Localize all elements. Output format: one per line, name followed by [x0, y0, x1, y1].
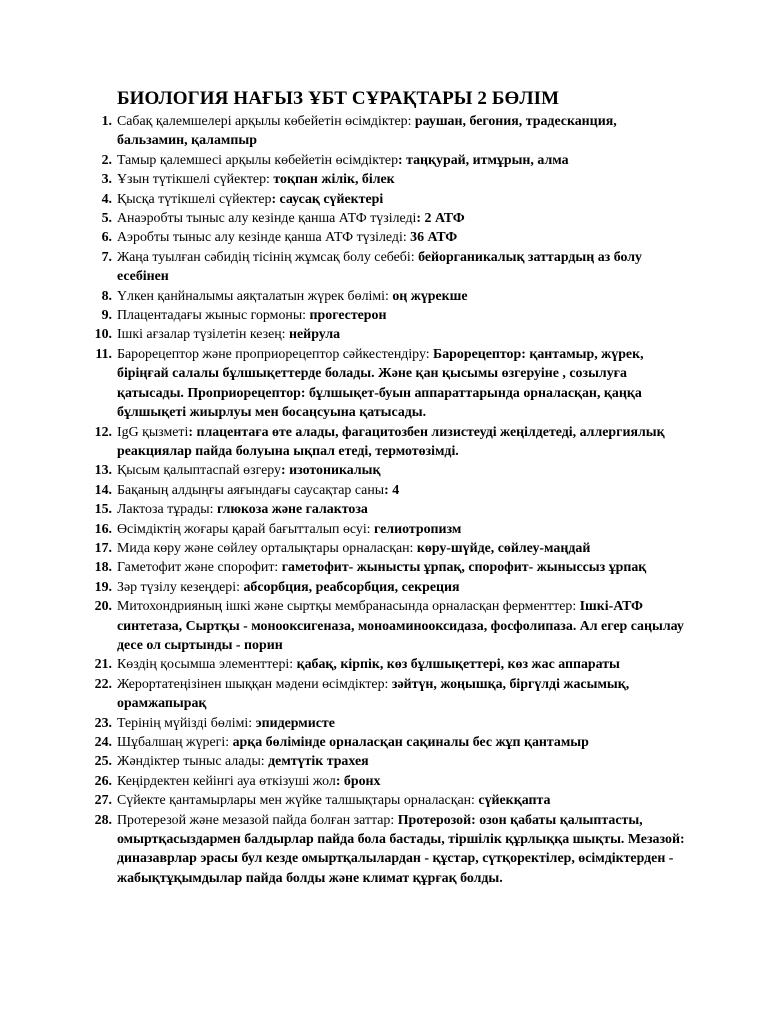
item-question: Аэробты тыныс алу кезінде қанша АТФ түзіледі:	[117, 230, 411, 246]
item-answer: гаметофит- жынысты ұрпақ, спорофит- жыныссыз ұрпақ	[281, 560, 647, 576]
list-item	[90, 190, 690, 209]
list-item	[90, 170, 690, 189]
list-item	[90, 811, 690, 889]
list-item	[90, 325, 690, 344]
item-question: Зәр түзілу кезеңдері:	[117, 579, 244, 595]
list-item	[90, 345, 690, 423]
list-item	[90, 558, 690, 577]
item-question: Тамыр қалемшесі арқылы көбейетін өсімдіктер	[117, 152, 399, 168]
item-number: 7.	[101, 249, 112, 265]
item-answer: Протерозой: озон қабаты қалыптасты, омыртқасыздармен балдырлар пайда бола бастады, тіршілік құрлыққа шықты. Мезазой: диназаврлар эрасы бул кезде омыртқалылардан - құстар, сүтқоректілер, өсімдіктерден - жабықтұқымдылар пайда болды және климат құрғақ болды.	[117, 812, 685, 886]
question-list	[90, 112, 690, 888]
item-answer: нейрула	[289, 327, 341, 343]
item-answer: көру-шүйде, сөйлеу-маңдай	[416, 540, 591, 556]
item-answer: эпидермисте	[255, 715, 335, 731]
item-number: 15.	[94, 502, 112, 518]
list-item	[90, 539, 690, 558]
list-item	[90, 500, 690, 519]
item-question: Ішкі ағзалар түзілетін кезең:	[117, 327, 290, 343]
item-number: 20.	[94, 599, 112, 615]
list-item	[90, 578, 690, 597]
item-question: Барорецептор және проприорецептор сәйкестендіру:	[117, 346, 434, 362]
item-number: 9.	[101, 308, 112, 324]
list-item	[90, 461, 690, 480]
item-number: 5.	[101, 211, 112, 227]
item-answer: Барорецептор: қантамыр, жүрек, біріңғай салалы бұлшықеттерде болады. Және қан қысымы өзгеруіне , созылуға қатысады. Проприорецептор: бұлшықет-буын аппараттарында орналасқан, қаңқа бұлшықеті жиырлуы мен босаңсуына қатысады.	[117, 346, 644, 421]
item-answer: арқа бөлімінде орналасқан сақиналы бес жұп қантамыр	[232, 735, 589, 750]
item-answer: : таңқурай, итмұрын, алма	[398, 152, 569, 168]
item-number: 19.	[94, 579, 112, 595]
item-question: Қысқа түтікшелі сүйектер	[117, 191, 272, 207]
item-question: Ұзын түтікшелі сүйектер:	[117, 172, 274, 188]
item-question: Гаметофит және спорофит:	[117, 560, 282, 576]
document-title: БИОЛОГИЯ НАҒЫЗ ҰБТ СҰРАҚТАРЫ 2 БӨЛІМ	[117, 88, 560, 109]
item-answer: 36 АТФ	[410, 230, 458, 246]
item-number: 27.	[94, 793, 112, 809]
item-answer: сүйекқапта	[478, 793, 551, 809]
item-question: Мида көру және сөйлеу орталықтары орналасқан:	[117, 540, 417, 556]
item-number: 26.	[94, 773, 112, 789]
item-question: Анаэробты тыныс алу кезінде қанша АТФ түзіледі	[117, 211, 417, 227]
item-answer: қабақ, кірпік, көз бұлшықеттері, көз жас аппараты	[296, 657, 620, 673]
item-answer: : 2 АТФ	[416, 211, 465, 227]
item-number: 28.	[94, 812, 112, 828]
list-item	[90, 209, 690, 228]
list-item	[90, 306, 690, 325]
item-number: 14.	[94, 482, 112, 498]
item-question: Өсімдіктің жоғары қарай бағытталып өсуі:	[117, 521, 375, 537]
item-answer: Ішкі-АТФ синтетаза, Сыртқы - монооксигеназа, моноаминооксидаза, фосфолипаза. Ал егер саңылау десе ол сыртынды - порин	[117, 599, 684, 653]
item-number: 23.	[94, 715, 112, 731]
list-item	[90, 772, 690, 791]
item-answer: : изотоникалық	[281, 463, 381, 479]
item-number: 3.	[101, 172, 112, 188]
list-item	[90, 597, 690, 655]
item-number: 2.	[101, 152, 112, 168]
item-answer: гелиотропизм	[374, 521, 462, 537]
list-item	[90, 791, 690, 810]
item-number: 4.	[101, 191, 112, 207]
list-item	[90, 714, 690, 733]
item-answer: тоқпан жілік, білек	[273, 172, 395, 188]
list-item	[90, 228, 690, 247]
item-answer: демтүтік трахея	[268, 754, 369, 770]
item-answer: оң жүрекше	[392, 288, 468, 304]
list-item	[90, 733, 690, 752]
list-item	[90, 287, 690, 306]
item-number: 13.	[94, 463, 112, 479]
item-answer: : бронх	[335, 773, 381, 789]
item-question: Жәндіктер тыныс алады:	[117, 754, 269, 770]
item-number: 8.	[101, 288, 112, 304]
item-answer: зәйтүн, жоңышқа, біргүлді жасымық, орамжапырақ	[117, 676, 630, 712]
item-answer: бейорганикалық заттардың аз болу есебінен	[117, 249, 642, 285]
item-question: Қысым қалыптаспай өзгеру	[117, 463, 281, 479]
item-number: 25.	[94, 754, 112, 770]
list-item	[90, 481, 690, 500]
item-answer: раушан, бегония, традесканция, бальзамин, қалампыр	[117, 114, 617, 149]
item-number: 16.	[94, 521, 112, 537]
item-number: 21.	[94, 657, 112, 673]
item-answer: абсорбция, реабсорбция, секреция	[243, 579, 460, 595]
item-question: Жаңа туылған сәбидің тісінің жұмсақ болу себебі:	[117, 249, 419, 265]
item-answer: прогестерон	[309, 308, 387, 324]
item-question: IgG қызметі	[117, 424, 189, 440]
item-number: 24.	[94, 735, 112, 750]
item-number: 22.	[94, 676, 112, 692]
item-question: Терінің мүйізді бөлімі:	[117, 715, 256, 731]
item-question: Сабақ қалемшелері арқылы көбейетін өсімдіктер:	[117, 114, 415, 129]
list-item	[90, 752, 690, 771]
item-question: Протерезой және мезазой пайда болған заттар:	[117, 812, 398, 828]
list-item	[90, 655, 690, 674]
item-question: Көздің қосымша элементтері:	[117, 657, 297, 673]
item-number: 6.	[101, 230, 112, 246]
item-number: 12.	[94, 424, 112, 440]
list-item	[90, 423, 690, 462]
list-item	[90, 151, 690, 170]
item-question: Митохондрияның ішкі және сыртқы мембранасында орналасқан ферменттер:	[117, 599, 580, 615]
item-number: 11.	[95, 346, 112, 362]
item-question: Шұбалшаң жүрегі:	[117, 735, 233, 750]
item-question: Үлкен қанйналымы аяқталатын жүрек бөлімі:	[117, 288, 393, 304]
item-question: Бақаның алдыңғы аяғындағы саусақтар саны	[117, 482, 385, 498]
item-number: 18.	[94, 560, 112, 576]
item-question: Жерортатеңізінен шыққан мәдени өсімдіктер:	[117, 676, 392, 692]
item-answer: : 4	[384, 482, 400, 498]
list-item	[90, 112, 690, 151]
item-answer: глюкоза және галактоза	[216, 502, 368, 518]
list-item	[90, 675, 690, 714]
item-question: Лактоза тұрады:	[117, 502, 217, 518]
item-number: 1.	[101, 114, 112, 129]
item-question: Плацентадағы жыныс гормоны:	[117, 308, 310, 324]
item-answer: : плацентаға өте алады, фагацитозбен лизистеуді жеңілдетеді, аллергиялық реакциялар пайда болуына ықпал етеді, термотөзімді.	[117, 424, 665, 459]
item-number: 10.	[94, 327, 112, 343]
item-question: Сүйекте қантамырлары мен жүйке талшықтары орналасқан:	[117, 793, 479, 809]
list-item	[90, 520, 690, 539]
item-question: Кеңірдектен кейінгі ауа өткізуші жол	[117, 773, 336, 789]
item-answer: : саусақ сүйектері	[271, 191, 384, 207]
list-item	[90, 248, 690, 287]
item-number: 17.	[94, 540, 112, 556]
